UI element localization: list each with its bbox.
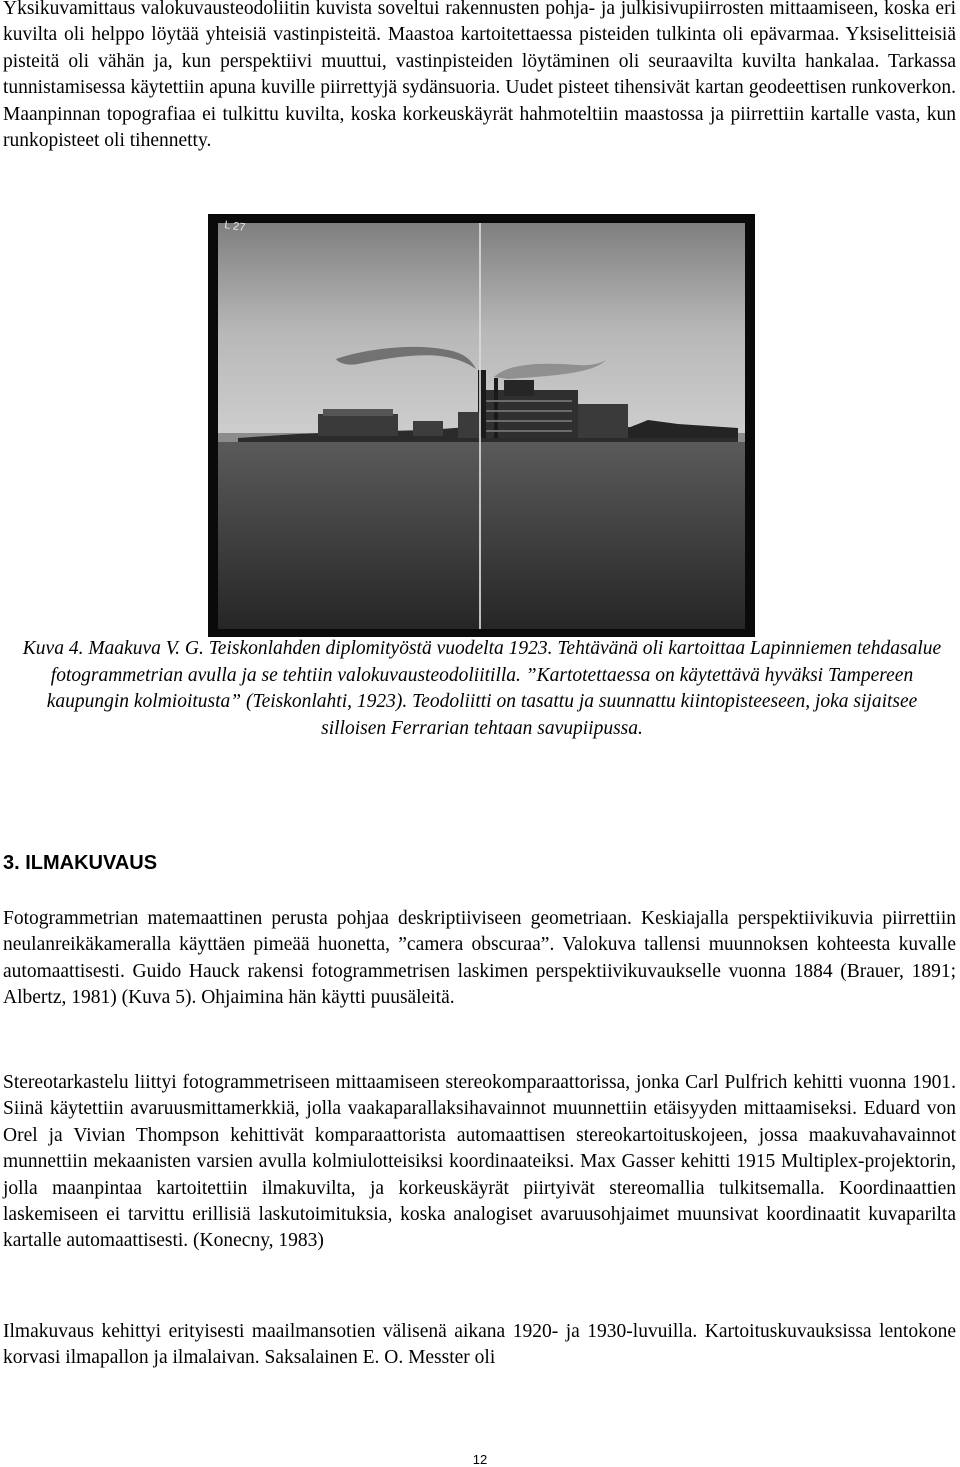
figure-caption: Kuva 4. Maakuva V. G. Teiskonlahden diplomityöstä vuodelta 1923. Tehtävänä oli kartoittaa Lapinniemen tehdasalue fotogrammetrian avulla ja se tehtiin valokuvausteodoliitilla. ”Kartotettaessa on käytettävä hyväksi Tampereen kaupungin kolmioitusta” (Teiskonlahti, 1923). Teodoliitti on tasattu ja suunnattu kiintopisteeseen, joka sijaitsee silloisen Ferrarian tehtaan savupiipussa. (22, 638, 942, 739)
section-heading: 3. ILMAKUVAUS (3, 852, 158, 874)
page-number: 12 (472, 1452, 488, 1467)
paragraph-intro: Yksikuvamittaus valokuvausteodoliitin kuvista soveltui rakennusten pohja- ja julkisivupiirrosten mittaamiseen, koska eri kuvilta oli helppo löytää yhteisiä vastinpisteitä. Maastoa kartoitettaessa pisteiden tulkinta oli epävarmaa. Yksiselitteisiä pisteitä oli vähän ja, kun perspektiivi muuttui, vastinpisteiden löytäminen oli seuraavilta kuvilta hankalaa. Tarkassa tunnistamisessa käytettiin apuna kuville piirrettyjä sydänsuoria. Uudet pisteet tihensivät kartan geodeettisen runkoverkon. Maanpinnan topografiaa ei tulkittu kuvilta, koska korkeuskäyrät hahmoteltiin maastossa ja piirrettiin kartalle vasta, kun runkopisteet oli tihennetty. (3, 0, 956, 152)
paragraph-stereo: Stereotarkastelu liittyi fotogrammetriseen mittaamiseen stereokomparaattorissa, jonka Carl Pulfrich kehitti vuonna 1901. Siinä käytettiin avaruusmittamerkkiä, jolla vaakaparallaksihavainnot muunnettiin etäisyyden mittaamiseksi. Eduard von Orel ja Vivian Thompson kehittivät komparaattorista automaattisen stereokartoituskojeen, jossa maakuvahavainnot munnettiin mekaanisten varsien avulla kolmiulotteisiksi koordinaateiksi. Max Gasser kehitti 1915 Multiplex-projektorin, jolla maanpintaa kartoitettiin ilmakuvilta, ja korkeuskäyrät piirtyivät stereomallia tulkitsemalla. Koordinaattien laskemiseen ei tarvittu erillisiä laskutoimituksia, koska analogiset avaruusohjaimet muunsivat koordinaatit kuvaparilta kartalle automaattisesti. (Konecny, 1983) (3, 1072, 956, 1252)
paragraph-ilmakuvaus: Ilmakuvaus kehittyi erityisesti maailmansotien välisenä aikana 1920- ja 1930-luvuilla. Kartoituskuvauksissa lentokone korvasi ilmapallon ja ilmalaivan. Saksalainen E. O. Messter oli (3, 1321, 956, 1369)
paragraph-fotogrammetria: Fotogrammetrian matemaattinen perusta pohjaa deskriptiiviseen geometriaan. Keskiajalla perspektiivikuvia piirrettiin neulanreikäkameralla käyttäen pimeää huonetta, ”camera obscuraa”. Valokuva tallensi muunnoksen kohteesta kuvalle automaattisesti. Guido Hauck rakensi fotogrammetrisen laskimen perspektiivikuvaukselle vuonna 1884 (Brauer, 1891; Albertz, 1981) (Kuva 5). Ohjaimina hän käytti puusäleitä. (3, 908, 956, 1009)
plate-mark: L 27 (223, 219, 247, 234)
factory-photograph (208, 214, 755, 637)
